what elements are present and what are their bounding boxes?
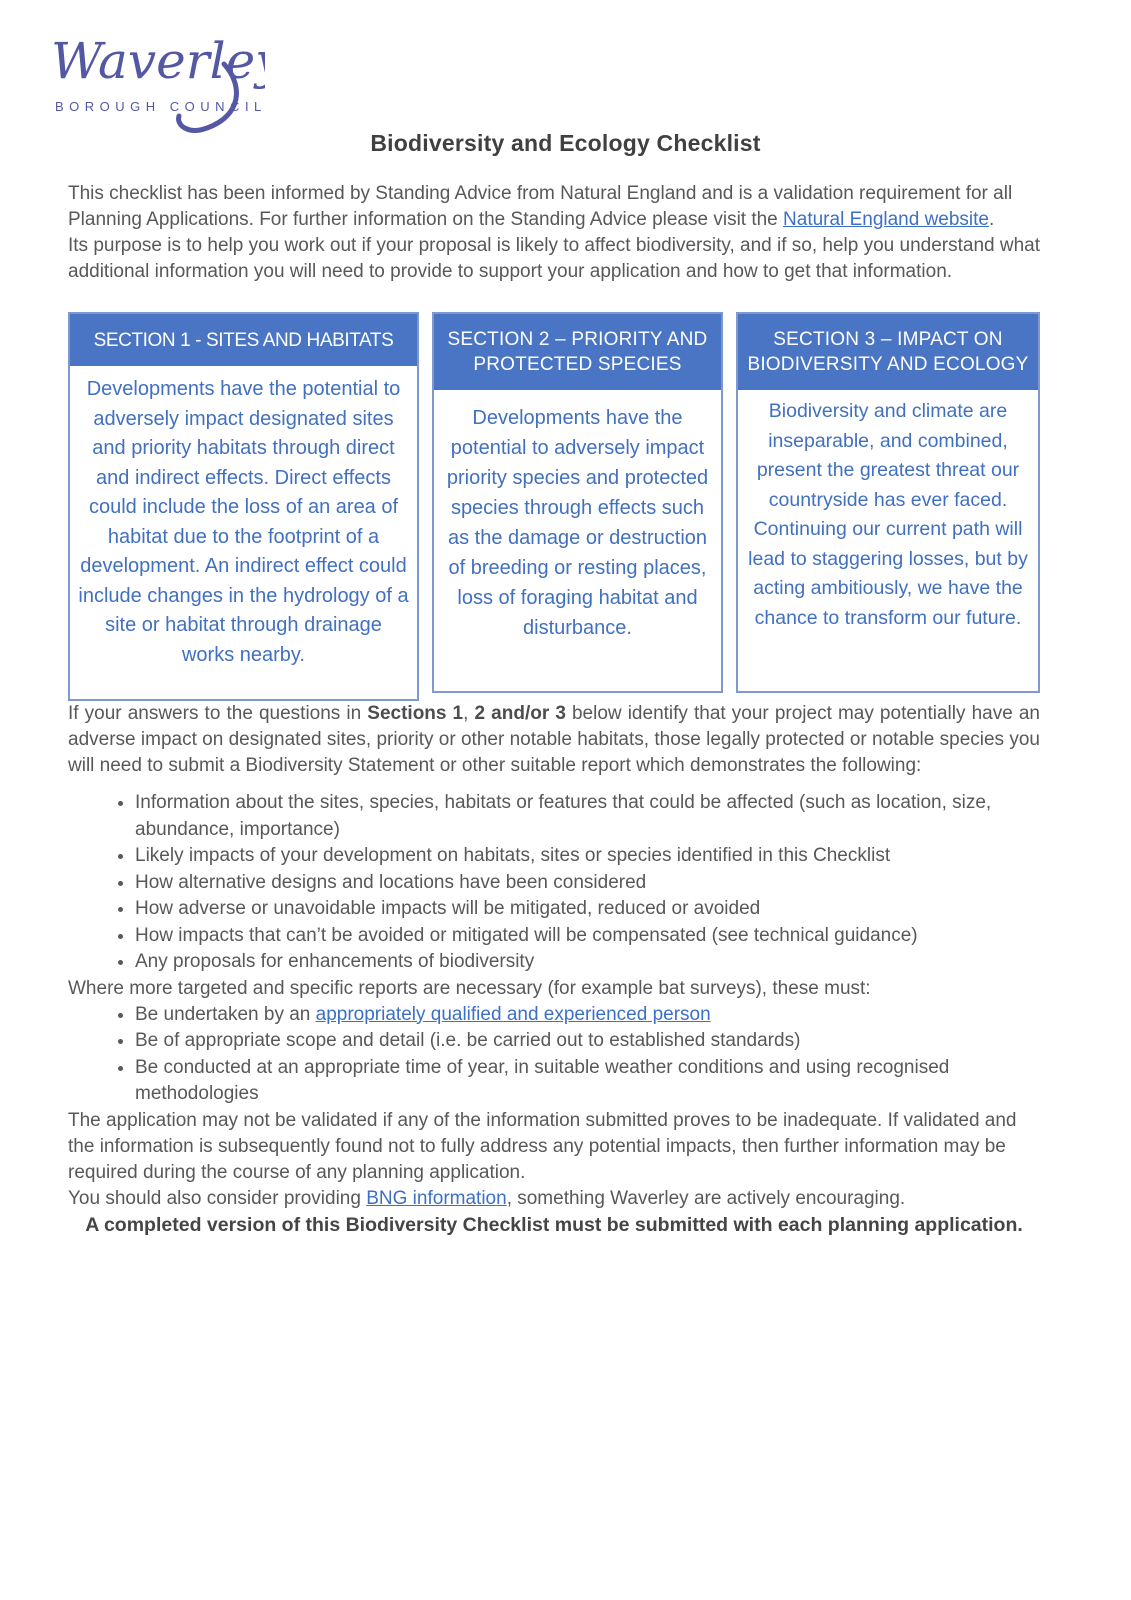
closing-statement: A completed version of this Biodiversity Checklist must be submitted with each planning application. <box>85 1213 1023 1236</box>
bng-pre: You should also consider providing <box>68 1187 367 1209</box>
targeted-b1-pre: Be undertaken by an <box>135 1003 316 1025</box>
answers-bold-2-and-or-3: 2 and/or 3 <box>474 703 566 724</box>
intro-text-pre: This checklist has been informed by Standing Advice from Natural England and is a validation requirement for all Planning Applications. For further information on the Standing Advice please visit the <box>68 183 1013 230</box>
page-title: Biodiversity and Ecology Checklist <box>370 130 761 156</box>
list-item: • Be conducted at an appropriate time of year, in suitable weather conditions and using recognised methodologies <box>135 1055 1040 1108</box>
validation-paragraph: The application may not be validated if any of the information submitted proves to be inadequate. If validated and the information is subsequently found not to fully address any potential impacts, then further information may be required during the course of any planning application. <box>68 1109 1017 1183</box>
section-2-body: Developments have the potential to adversely impact priority species and protected species through effects such as the damage or destruction of breeding or resting places, loss of foraging habitat and disturbance. <box>446 407 709 639</box>
waverley-logo <box>0 0 1131 126</box>
answers-paragraph <box>68 701 1040 779</box>
section-3-body: Biodiversity and climate are inseparable, and combined, present the greatest threat our countryside has ever faced. Continuing our current path will lead to staggering losses, but by acting ambitiously, we have the chance to transform our future. <box>748 400 1028 629</box>
intro-text-post: . <box>989 209 995 230</box>
bng-information-link[interactable]: BNG information <box>366 1187 507 1209</box>
section-1-box <box>68 312 419 701</box>
list-item: • Likely impacts of your development on habitats, sites or species identified in this Checklist <box>135 843 1040 870</box>
section-2-box <box>432 312 723 693</box>
logo-subtitle: BOROUGH COUNCIL <box>55 99 265 114</box>
answers-bold-sections-1: Sections 1 <box>367 703 464 724</box>
intro-paragraph-1 <box>68 181 1040 233</box>
natural-england-link[interactable]: Natural England website <box>783 209 990 230</box>
waverley-logo-graphic <box>25 14 265 136</box>
answers-pre: If your answers to the questions in <box>68 703 368 724</box>
report-requirements-list <box>68 790 1040 976</box>
targeted-reports-intro: Where more targeted and specific reports are necessary (for example bat surveys), these must: <box>68 977 871 999</box>
section-3-header: SECTION 3 – IMPACT ON BIODIVERSITY AND ECOLOGY <box>738 314 1038 390</box>
section-2-header: SECTION 2 – PRIORITY AND PROTECTED SPECIES <box>434 314 721 390</box>
logo-wordmark: Waverley <box>51 32 265 90</box>
list-item: • Information about the sites, species, habitats or features that could be affected (such as location, size, abundance, importance) <box>135 790 1040 843</box>
bng-paragraph <box>68 1186 1040 1212</box>
targeted-reports-list <box>68 1002 1040 1108</box>
intro-paragraph-2: Its purpose is to help you work out if your proposal is likely to affect biodiversity, and if so, help you understand what additional information you will need to provide to support your application and how to get that information. <box>68 235 1040 282</box>
qualified-person-link[interactable]: appropriately qualified and experienced person <box>315 1003 711 1025</box>
list-item: • How alternative designs and locations have been considered <box>135 870 1040 897</box>
list-item: • How impacts that can’t be avoided or mitigated will be compensated (see technical guidance) <box>135 923 1040 950</box>
section-1-header: SECTION 1 - SITES AND HABITATS <box>70 314 417 366</box>
section-3-box <box>736 312 1040 693</box>
list-item: • How adverse or unavoidable impacts will be mitigated, reduced or avoided <box>135 896 1040 923</box>
list-item <box>135 1002 1040 1029</box>
list-item: • Any proposals for enhancements of biodiversity <box>135 949 1040 976</box>
section-1-body: Developments have the potential to adversely impact designated sites and priority habitats through direct and indirect effects. Direct effects could include the loss of an area of habitat due to the footprint of a development. An indirect effect could include changes in the hydrology of a site or habitat through drainage works nearby. <box>78 378 409 666</box>
answers-post: below identify that your project may potentially have an adverse impact on designated sites, priority or other notable habitats, those legally protected or notable species you will need to submit a Biodiversity Statement or other suitable report which demonstrates the following: <box>68 703 1040 776</box>
answers-mid: , <box>463 703 475 724</box>
section-boxes <box>68 312 1040 701</box>
list-item: • Be of appropriate scope and detail (i.e. be carried out to established standards) <box>135 1028 1040 1055</box>
bng-post: , something Waverley are actively encouraging. <box>506 1187 906 1209</box>
document-body <box>68 181 1040 1238</box>
